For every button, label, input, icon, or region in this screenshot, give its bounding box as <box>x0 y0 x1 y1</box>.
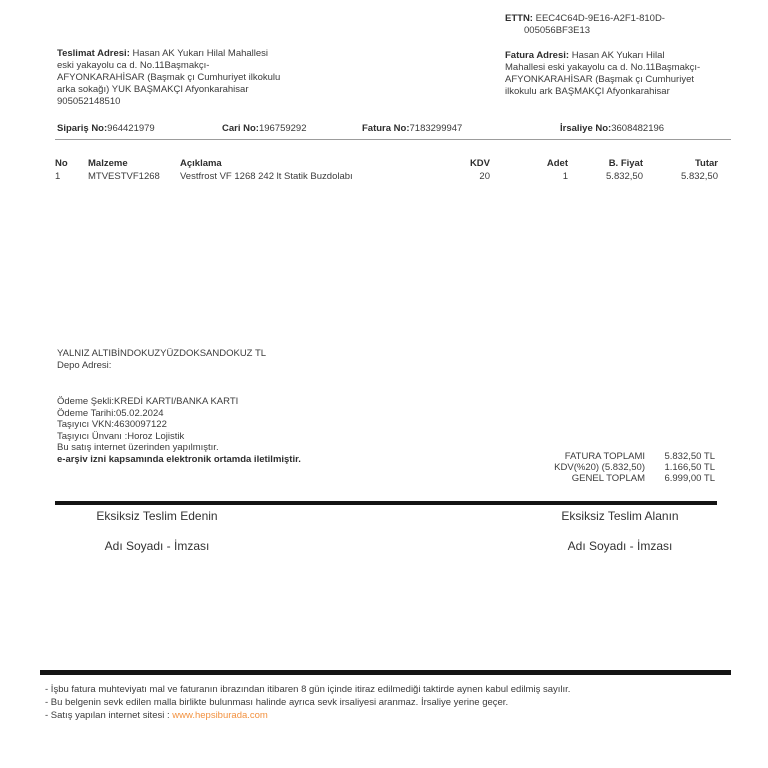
delivery-address-line2: eski yakayolu ca d. No.11Başmakçı- <box>57 60 210 71</box>
col-header-malzeme: Malzeme <box>88 158 128 169</box>
invoice-document: ETTN: EEC4C64D-9E16-A2F1-810D- 005056BF3E13 Teslimat Adresi: Hasan AK Yukarı Hilal Mahallesi eski yakayolu ca d. No.11Başmakçı- AFYONKARAHİSAR (Başmak çı Cumhuriyet ilkokulu arka sokağı) YUK BAŞMAKÇI Afyonkarahisar 905052148510 Fatura Adresi: Hasan AK Yukarı Hilal Mahallesi eski yakayolu ca d. No.11Başmakçı- AFYONKARAHİSAR (Başmak çı Cumhuriyet ilkokulu ark BAŞMAKÇI Afyonkarahisar Sipariş No:964421979 Cari No:196759292 Fatura No:7183299947 İrsaliye No:3608482196 No Malzeme Açıklama KDV Adet B. Fiyat Tutar 1 MTVESTVF1268 Vestfrost VF 1268 242 lt Statik Buzdolabı 20 1 5.832,50 5.832,50 YALNIZ ALTIBİNDOKUZYÜZDOKSANDOKUZ TL Depo Adresi: Ödeme Şekli:KREDİ KARTI/BANKA KARTI Ödeme Tarihi:05.02.2024 Taşıyıcı VKN:4630097122 Taşıyıcı Ünvanı :Horoz Lojistik Bu satış internet üzerinden yapılmıştır. e-arşiv izni kapsamında elektronik ortamda iletilmiştir. FATURA TOPLAMI 5.832,50 TL KDV(%20) (5.832,50) 1.166,50 TL GENEL TOPLAM 6.999,00 TL Eksiksiz Teslim Edenin Adı Soyadı - İmzası Eksiksiz Teslim Alanın Adı Soyadı - İmzası - İşbu fatura muhteviyatı mal ve faturanın ibrazından itibaren 8 gün içinde itiraz edilmediği taktirde aynen kabul edilmiş sayılır. - Bu belgenin sevk edilen malla birlikte bulunması halinde ayrıca sevk irsaliyesi aranmaz. İrsaliye yerine geçer. - Satış yapılan internet sitesi : www.hepsiburada.com <box>0 0 768 768</box>
internet-sale-note: Bu satış internet üzerinden yapılmıştır. <box>57 442 219 453</box>
ettn-value-line2: 005056BF3E13 <box>524 25 591 36</box>
ettn-label: ETTN: <box>505 13 533 24</box>
billing-address-line1: Hasan AK Yukarı Hilal <box>571 50 665 61</box>
signature-left-title: Eksiksiz Teslim Edenin <box>96 509 218 523</box>
col-header-bfiyat: B. Fiyat <box>608 158 643 169</box>
billing-address-line2: Mahallesi eski yakayolu ca d. No.11Başmakçı- <box>505 62 701 73</box>
footer-note-3 <box>45 710 268 721</box>
footer-divider <box>40 670 731 675</box>
col-header-tutar: Tutar <box>694 158 718 169</box>
earsiv-note: e-arşiv izni kapsamında elektronik ortamda iletilmiştir. <box>57 453 301 465</box>
website-link[interactable]: www.hepsiburada.com <box>172 710 268 721</box>
item-code: MTVESTVF1268 <box>88 171 160 182</box>
waybill-number: İrsaliye No:3608482196 <box>560 123 665 134</box>
item-vat: 20 <box>479 171 490 182</box>
billing-address-line4: ilkokulu ark BAŞMAKÇI Afyonkarahisar <box>505 86 670 97</box>
ettn-value-line1: EEC4C64D-9E16-A2F1-810D- <box>535 13 665 24</box>
payment-method: Ödeme Şekli:KREDİ KARTI/BANKA KARTI <box>57 396 239 407</box>
payment-date: Ödeme Tarihi:05.02.2024 <box>57 407 164 419</box>
carrier-name: Taşıyıcı Ünvanı :Horoz Lojistik <box>57 430 185 442</box>
delivery-address <box>57 48 307 108</box>
signature-right-title: Eksiksiz Teslim Alanın <box>561 509 679 523</box>
item-description: Vestfrost VF 1268 242 lt Statik Buzdolabı <box>180 171 353 182</box>
order-number: Sipariş No:964421979 <box>57 123 155 134</box>
delivery-address-line1: Hasan AK Yukarı Hilal Mahallesi <box>132 48 269 59</box>
billing-address <box>505 50 745 98</box>
item-total: 5.832,50 <box>681 171 718 182</box>
col-header-no: No <box>55 158 68 169</box>
ettn-block <box>505 13 665 25</box>
delivery-address-label: Teslimat Adresi: <box>57 48 130 59</box>
col-header-kdv: KDV <box>469 158 490 169</box>
delivery-address-line4: arka sokağı) YUK BAŞMAKÇI Afyonkarahisar <box>57 84 249 95</box>
carrier-vkn: Taşıyıcı VKN:4630097122 <box>57 419 167 430</box>
header-divider <box>55 139 731 140</box>
billing-address-line3: AFYONKARAHİSAR (Başmak çı Cumhuriyet <box>505 74 694 85</box>
invoice-number: Fatura No:7183299947 <box>362 123 463 134</box>
footer-note-2: - Bu belgenin sevk edilen malla birlikte bulunması halinde ayrıca sevk irsaliyesi aranmaz. İrsaliye yerine geçer. <box>45 697 509 708</box>
payment-info <box>57 396 301 465</box>
item-no: 1 <box>55 171 61 182</box>
footer-note-1: - İşbu fatura muhteviyatı mal ve faturanın ibrazından itibaren 8 gün içinde itiraz edilmediği taktirde aynen kabul edilmiş sayılır. <box>45 684 571 695</box>
col-header-adet: Adet <box>546 158 568 169</box>
account-number: Cari No:196759292 <box>222 123 307 134</box>
amount-in-words: YALNIZ ALTIBİNDOKUZYÜZDOKSANDOKUZ TL <box>57 348 267 359</box>
signature-right-subtitle: Adı Soyadı - İmzası <box>567 539 673 553</box>
billing-address-label: Fatura Adresi: <box>505 50 570 61</box>
footer-note-3-text: - Satış yapılan internet sitesi : <box>45 710 173 721</box>
item-unit-price: 5.832,50 <box>606 171 643 182</box>
col-header-aciklama: Açıklama <box>180 158 222 169</box>
depot-address-label: Depo Adresi: <box>57 360 112 371</box>
signature-divider <box>55 501 717 505</box>
delivery-address-line3: AFYONKARAHİSAR (Başmak çı Cumhuriyet ilkokulu <box>57 72 281 83</box>
signature-left-subtitle: Adı Soyadı - İmzası <box>104 539 210 553</box>
delivery-address-line5: 905052148510 <box>57 96 121 107</box>
item-quantity: 1 <box>562 171 568 182</box>
